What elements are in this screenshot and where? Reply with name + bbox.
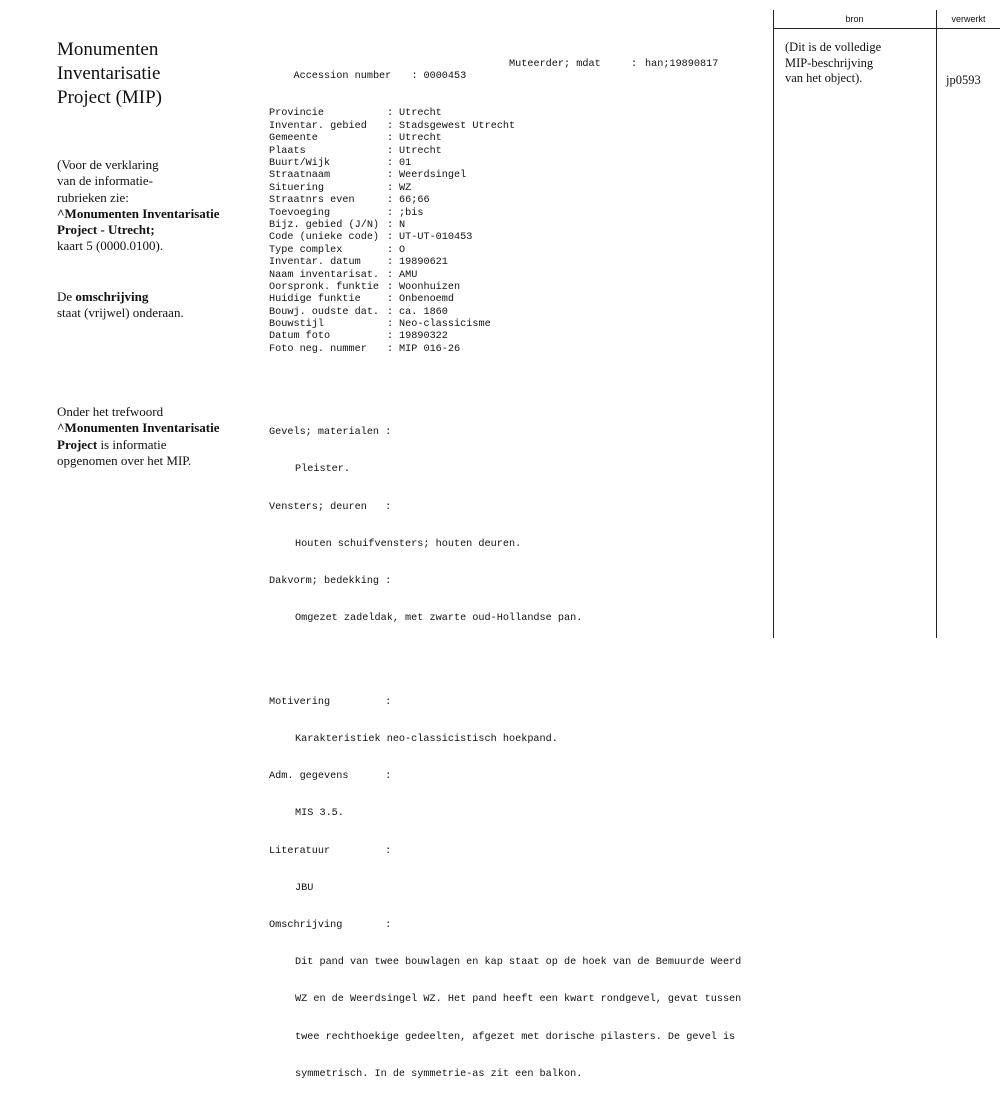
field-label: Inventar. gebied: [269, 120, 367, 132]
field-label: Code (unieke code): [269, 232, 380, 244]
record-field-row: [269, 282, 769, 294]
gevels-label: Gevels; materialen :: [269, 427, 392, 439]
field-value: Utrecht: [399, 133, 442, 145]
field-separator: :: [387, 232, 394, 244]
note-text: De: [57, 289, 76, 304]
field-label: Muteerder; mdat: [509, 58, 601, 70]
field-value: Utrecht: [399, 145, 442, 157]
description-note: [57, 289, 257, 322]
record-field-row: [269, 220, 769, 232]
record-field-row: [269, 331, 769, 343]
title-line: Project (MIP): [57, 87, 163, 108]
field-separator: :: [387, 306, 394, 318]
adm-label: Adm. gegevens :: [269, 771, 392, 783]
field-label: Type complex: [269, 244, 343, 256]
note-line: kaart 5 (0000.0100).: [57, 238, 164, 254]
record-field-row: [269, 232, 769, 244]
note-line: rubrieken zie:: [57, 189, 129, 205]
field-separator: :: [387, 219, 394, 231]
field-label: Straatnaam: [269, 170, 331, 182]
field-value: N: [399, 219, 406, 231]
record-field-row: [269, 245, 769, 257]
field-separator: :: [387, 157, 394, 169]
field-separator: :: [387, 108, 394, 120]
record-field-row: [269, 170, 769, 182]
field-value: Woonhuizen: [399, 281, 461, 293]
record-field-row: [269, 146, 769, 158]
literatuur-label: Literatuur :: [269, 845, 392, 857]
field-value: 01: [399, 157, 412, 169]
field-separator: :: [387, 343, 394, 355]
legend-reference-bold: ^Monumenten Inventarisatie: [57, 205, 220, 221]
note-line: opgenomen over het MIP.: [57, 452, 192, 468]
field-separator: :: [387, 207, 394, 219]
field-label: Accession number: [293, 71, 392, 83]
table-divider-left: [773, 10, 774, 638]
record-field-row: [269, 108, 769, 120]
field-separator: :: [387, 133, 394, 145]
field-value: MIP 016-26: [399, 343, 461, 355]
field-label: Datum foto: [269, 331, 331, 343]
description-keyword: omschrijving: [75, 289, 149, 304]
column-header-processed: verwerkt: [951, 14, 986, 24]
gevels-value: Pleister.: [295, 464, 351, 476]
field-separator: :: [631, 58, 638, 70]
field-label: Bijz. gebied (J/N): [269, 219, 380, 231]
record-field-row: [269, 294, 769, 306]
title-line: Inventarisatie: [57, 63, 161, 84]
field-value: Weerdsingel: [399, 170, 467, 182]
field-label: Situering: [269, 182, 325, 194]
title-line: Monumenten: [57, 39, 159, 60]
field-separator: :: [411, 71, 418, 83]
record-fields: [269, 108, 769, 356]
field-label: Straatnrs even: [269, 195, 355, 207]
column-header-source: bron: [845, 14, 864, 24]
field-separator: :: [387, 269, 394, 281]
field-value: 19890322: [399, 331, 448, 343]
field-label: Bouwj. oudste dat.: [269, 306, 380, 318]
field-label: Huidige funktie: [269, 294, 361, 306]
record-field-row: [269, 121, 769, 133]
field-value: O: [399, 244, 406, 256]
field-separator: :: [387, 244, 394, 256]
field-label: Oorspronk. funktie: [269, 281, 380, 293]
literatuur-value: JBU: [295, 882, 314, 894]
omschrijving-line: Dit pand van twee bouwlagen en kap staat op de hoek van de Bemuurde Weerd: [295, 957, 742, 969]
source-note-line: (Dit is de volledige: [785, 40, 882, 54]
vensters-label: Vensters; deuren :: [269, 501, 392, 513]
field-value: Stadsgewest Utrecht: [399, 120, 516, 132]
field-value: UT-UT-010453: [399, 232, 473, 244]
note-line: (Voor de verklaring: [57, 157, 159, 172]
note-text: is informatie: [97, 436, 167, 452]
monument-record: [269, 34, 769, 1094]
field-separator: :: [387, 319, 394, 331]
field-label: Foto neg. nummer: [269, 343, 367, 355]
field-value: Onbenoemd: [399, 294, 455, 306]
omschrijving-line: twee rechthoekige gedeelten, afgezet met dorische pilasters. De gevel is: [295, 1031, 736, 1043]
keyword-bold: Project: [57, 436, 98, 452]
keyword-bold: ^Monumenten Inventarisatie: [57, 420, 220, 436]
record-field-row: [269, 208, 769, 220]
field-separator: :: [387, 281, 394, 293]
field-separator: :: [387, 257, 394, 269]
field-label: Provincie: [269, 108, 325, 120]
field-separator: :: [387, 331, 394, 343]
field-separator: :: [387, 195, 394, 207]
table-header-rule: [773, 28, 1000, 29]
field-label: Inventar. datum: [269, 257, 361, 269]
accession-number: 0000453: [423, 71, 467, 83]
omschrijving-label: Omschrijving :: [269, 919, 392, 931]
record-field-row: [269, 133, 769, 145]
source-note: [785, 40, 930, 87]
field-separator: :: [387, 182, 394, 194]
motivering-label: Motivering :: [269, 696, 392, 708]
field-label: Plaats: [269, 145, 306, 157]
record-field-row: [269, 158, 769, 170]
field-separator: :: [387, 145, 394, 157]
motivering-value: Karakteristiek neo-classicistisch hoekpand.: [295, 733, 558, 745]
field-label: Bouwstijl: [269, 319, 325, 331]
legend-note: [57, 157, 257, 255]
field-value: Utrecht: [399, 108, 442, 120]
note-line: van de informatie-: [57, 173, 154, 189]
processed-code: jp0593: [946, 73, 981, 87]
record-field-row: [269, 319, 769, 331]
field-value: AMU: [399, 269, 418, 281]
source-note-line: MIP-beschrijving: [785, 55, 874, 70]
vensters-value: Houten schuifvensters; houten deuren.: [295, 538, 522, 550]
mutator-value: han;19890817: [645, 58, 719, 70]
document-title: [57, 38, 247, 110]
field-value: WZ: [399, 182, 412, 194]
record-field-row: [269, 307, 769, 319]
legend-reference-bold: Project - Utrecht;: [57, 222, 155, 238]
field-label: Toevoeging: [269, 207, 331, 219]
omschrijving-line: WZ en de Weerdsingel WZ. Het pand heeft een kwart rondgevel, gevat tussen: [295, 994, 742, 1006]
field-separator: :: [387, 170, 394, 182]
record-field-row: [269, 344, 769, 356]
dakvorm-value: Omgezet zadeldak, met zwarte oud-Hollandse pan.: [295, 613, 583, 625]
record-field-row: [269, 195, 769, 207]
note-line: Onder het trefwoord: [57, 404, 164, 419]
field-value: 19890621: [399, 257, 448, 269]
source-note-line: van het object).: [785, 71, 863, 85]
note-line: staat (vrijwel) onderaan.: [57, 305, 184, 321]
field-separator: :: [387, 294, 394, 306]
record-field-row: [269, 183, 769, 195]
field-label: Naam inventarisat.: [269, 269, 380, 281]
field-value: ;bis: [399, 207, 424, 219]
dakvorm-label: Dakvorm; bedekking :: [269, 576, 392, 588]
record-field-row: [269, 257, 769, 269]
field-value: Neo-classicisme: [399, 319, 491, 331]
omschrijving-line: symmetrisch. In de symmetrie-as zit een balkon.: [295, 1068, 583, 1080]
field-label: Gemeente: [269, 133, 318, 145]
field-value: ca. 1860: [399, 306, 448, 318]
record-field-row: [269, 270, 769, 282]
field-separator: :: [387, 120, 394, 132]
record-header-row: [269, 58, 769, 83]
table-divider-middle: [936, 10, 937, 638]
field-value: 66;66: [399, 195, 430, 207]
field-label: Buurt/Wijk: [269, 157, 331, 169]
adm-value: MIS 3.5.: [295, 808, 344, 820]
keyword-note: [57, 404, 257, 469]
